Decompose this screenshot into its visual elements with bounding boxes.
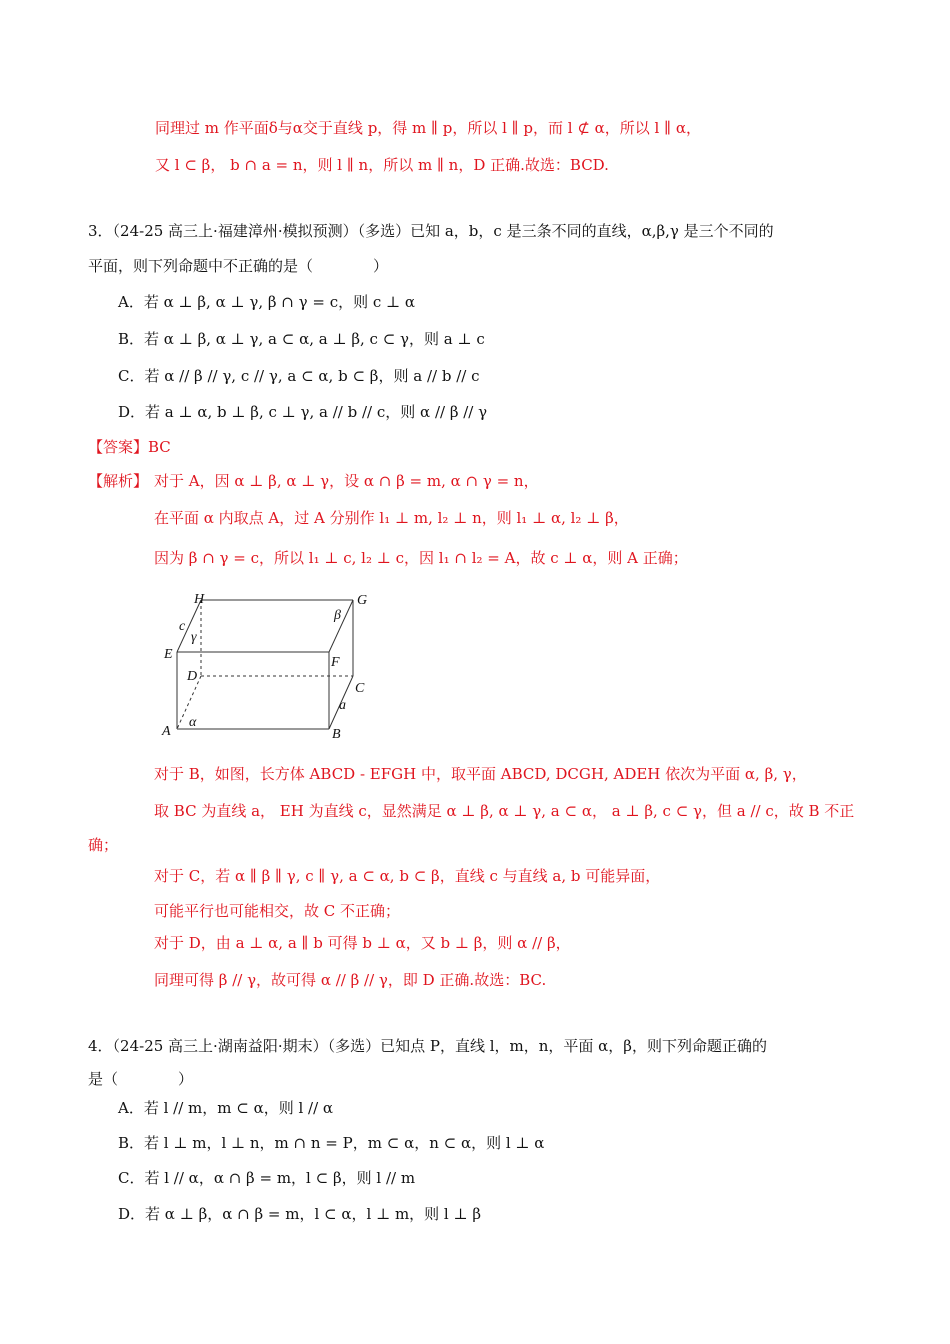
label-A: A: [162, 724, 171, 739]
q3-analysis-d-2: 同理可得 β // γ，故可得 α // β // γ，即 D 正确.故选：BC.: [154, 971, 547, 989]
q3-stem-line-1: 3．（24-25 高三上·福建漳州·模拟预测）（多选）已知 a，b，c 是三条不同的直线，α,β,γ 是三个不同的: [88, 222, 774, 240]
q4-option-b: B．若 l ⊥ m，l ⊥ n，m ∩ n = P，m ⊂ α，n ⊂ α，则 l ⊥ α: [118, 1134, 545, 1152]
q3-analysis-a-2: 在平面 α 内取点 A，过 A 分别作 l₁ ⊥ m, l₂ ⊥ n，则 l₁ ⊥ α, l₂ ⊥ β，: [154, 509, 629, 527]
label-B: B: [332, 727, 341, 742]
q3-stem-line-2: 平面，则下列命题中不正确的是（ ）: [88, 257, 389, 275]
label-plane-gamma: γ: [191, 630, 197, 645]
label-H: H: [194, 592, 205, 607]
q4-option-c: C．若 l // α，α ∩ β = m，l ⊂ β，则 l // m: [118, 1169, 416, 1187]
q3-option-a: A．若 α ⊥ β, α ⊥ γ, β ∩ γ = c，则 c ⊥ α: [118, 293, 416, 311]
q4-stem-line-2: 是（ ）: [88, 1070, 194, 1088]
label-E: E: [164, 647, 173, 662]
q3-analysis-label: 【解析】: [88, 472, 149, 490]
label-D: D: [187, 669, 198, 684]
q3-analysis-c-1: 对于 C，若 α ∥ β ∥ γ, c ∥ γ, a ⊂ α, b ⊂ β，直线 c 与直线 a, b 可能异面，: [154, 867, 661, 885]
q3-analysis-b-3: 确；: [88, 836, 119, 854]
q3-analysis-d-1: 对于 D，由 a ⊥ α, a ∥ b 可得 b ⊥ α，又 b ⊥ β，则 α // β，: [154, 934, 571, 952]
edge-FG: [329, 600, 353, 652]
prev-solution-line-2: 又 l ⊂ β， b ∩ a = n，则 l ∥ n，所以 m ∥ n，D 正确.故选：BCD.: [155, 156, 609, 174]
q3-analysis-a-1: 对于 A，因 α ⊥ β, α ⊥ γ，设 α ∩ β = m, α ∩ γ = n，: [154, 472, 539, 490]
q3-analysis-a-3: 因为 β ∩ γ = c，所以 l₁ ⊥ c, l₂ ⊥ c，因 l₁ ∩ l₂ = A，故 c ⊥ α，则 A 正确；: [154, 549, 688, 567]
prev-solution-line-1: 同理过 m 作平面δ与α交于直线 p，得 m ∥ p，所以 l ∥ p，而 l ⊄ α，所以 l ∥ α，: [155, 119, 701, 137]
q4-option-d: D．若 α ⊥ β，α ∩ β = m，l ⊂ α，l ⊥ m，则 l ⊥ β: [118, 1205, 482, 1223]
label-G: G: [357, 593, 368, 608]
q3-analysis-b-1: 对于 B，如图，长方体 ABCD - EFGH 中，取平面 ABCD, DCGH, ADEH 依次为平面 α, β, γ，: [154, 765, 807, 783]
label-line-a: a: [339, 698, 346, 713]
q3-option-b: B．若 α ⊥ β, α ⊥ γ, a ⊂ α, a ⊥ β, c ⊂ γ，则 a ⊥ c: [118, 330, 485, 348]
cuboid-figure: [156, 586, 386, 746]
q3-answer: 【答案】BC: [88, 438, 171, 456]
q3-option-d: D．若 a ⊥ α, b ⊥ β, c ⊥ γ, a // b // c，则 α // β // γ: [118, 403, 488, 421]
label-plane-alpha: α: [189, 715, 197, 730]
q4-stem-line-1: 4．（24-25 高三上·湖南益阳·期末）（多选）已知点 P，直线 l，m，n，平面 α，β，则下列命题正确的: [88, 1037, 767, 1055]
q3-option-c: C．若 α // β // γ, c // γ, a ⊂ α, b ⊂ β，则 a // b // c: [118, 367, 480, 385]
label-line-c: c: [179, 619, 186, 634]
label-F: F: [331, 655, 340, 670]
label-C: C: [355, 681, 365, 696]
q4-option-a: A．若 l // m，m ⊂ α，则 l // α: [118, 1099, 334, 1117]
label-plane-beta: β: [334, 608, 341, 623]
q3-analysis-b-2: 取 BC 为直线 a， EH 为直线 c，显然满足 α ⊥ β, α ⊥ γ, a ⊂ α， a ⊥ β, c ⊂ γ，但 a // c，故 B 不正: [154, 802, 855, 820]
q3-analysis-c-2: 可能平行也可能相交，故 C 不正确；: [154, 902, 401, 920]
